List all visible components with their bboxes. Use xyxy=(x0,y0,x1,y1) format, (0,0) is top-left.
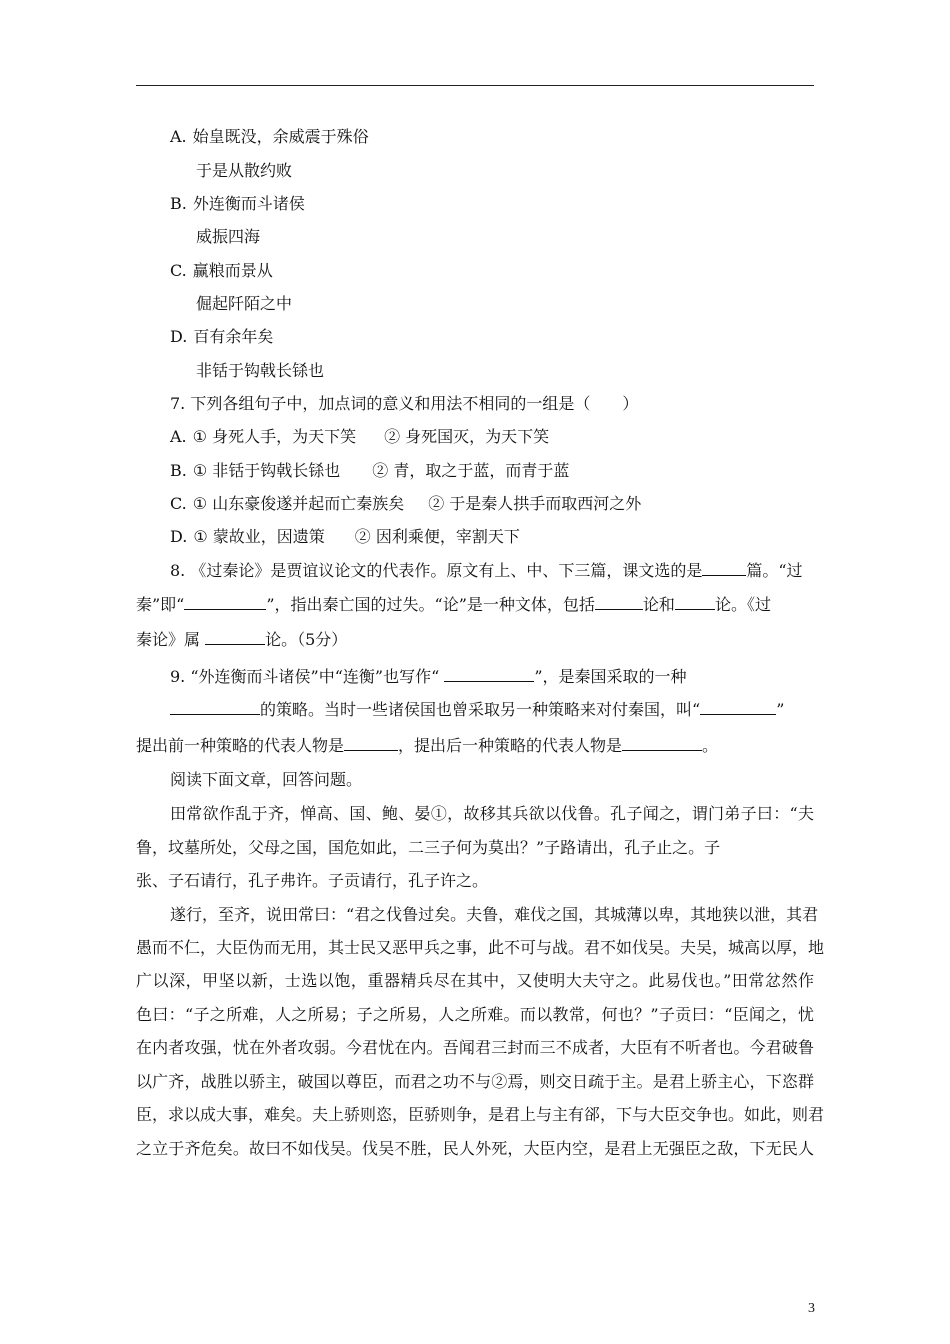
passage-line-8: 在内者攻强，忧在外者攻弱。今君忧在内。吾闻君三封而三不成者，大臣有不听者也。今君破鲁 xyxy=(136,1038,814,1057)
q8-line1 xyxy=(170,561,803,581)
q7-option-b xyxy=(170,461,569,481)
q8-blank-type2 xyxy=(675,595,715,610)
q6-option-b-line1: 外连衡而斗诸侯 xyxy=(192,194,305,213)
reading-prompt: 阅读下面文章，回答问题。 xyxy=(170,770,363,789)
q9-line3 xyxy=(136,736,718,756)
q6-option-d-label: D. xyxy=(170,327,188,346)
passage-line-4: 遂行，至齐，说田常曰：“君之伐鲁过矣。夫鲁，难伐之国，其城薄以卑，其地狭以泄，其君 xyxy=(170,905,819,924)
q8-blank-chapter xyxy=(702,561,746,576)
q7-option-b-label: B. xyxy=(170,461,187,480)
q9-text-1: 9. “外连衡而斗诸侯”中“连衡”也写作“ xyxy=(170,667,445,686)
q7-option-b-second: ② 青，取之于蓝，而青于蓝 xyxy=(372,461,570,480)
q6-option-c-label: C. xyxy=(170,261,187,280)
q6-option-a-label: A. xyxy=(170,127,187,146)
q7-stem: 7. 下列各组句子中，加点词的意义和用法不相同的一组是（ ） xyxy=(170,394,639,413)
q7-option-d-label: D. xyxy=(170,527,188,546)
q6-option-a-line1: 始皇既没，余威震于殊俗 xyxy=(192,127,369,146)
q6-option-d-line2: 非铦于钩戟长铩也 xyxy=(196,361,325,380)
q9-blank-person2 xyxy=(622,736,702,751)
q9-line2 xyxy=(170,700,784,720)
page-number: 3 xyxy=(808,1301,815,1316)
q8-line3 xyxy=(136,630,347,650)
passage-line-3: 张、子石请行，孔子弗许。子贡请行，孔子许之。 xyxy=(136,871,489,890)
q6-option-d xyxy=(170,327,273,347)
q6-option-b xyxy=(170,194,305,214)
q7-option-c-second: ② 于是秦人拱手而取西河之外 xyxy=(428,494,642,513)
q7-option-d-second: ② 因利乘便，宰割天下 xyxy=(354,527,520,546)
q8-blank-category xyxy=(205,630,265,645)
passage-line-11: 之立于齐危矣。故曰不如伐吴。伐吴不胜，民人外死，大臣内空，是君上无强臣之敌，下无民人 xyxy=(136,1139,814,1158)
passage-line-5: 愚而不仁，大臣伪而无用，其士民又恶甲兵之事，此不可与战。君不如伐吴。夫吴，城高以厚，地 xyxy=(136,938,825,957)
q7-option-c-first: ① 山东豪俊遂并起而亡秦族矣 xyxy=(192,494,405,513)
q7-option-c xyxy=(170,494,641,514)
q6-option-c-line2: 倔起阡陌之中 xyxy=(196,294,293,313)
q9-text-7: 。 xyxy=(702,736,719,755)
q7-option-a-label: A. xyxy=(170,427,187,446)
q6-option-c-line1: 赢粮而景从 xyxy=(192,261,273,280)
q8-line2 xyxy=(136,595,771,615)
passage-line-2: 鲁，坟墓所处，父母之国，国危如此，二三子何为莫出？”子路请出，孔子止之。子 xyxy=(136,838,721,857)
q9-blank-strategy xyxy=(170,700,260,715)
q9-text-3: 的策略。当时一些诸侯国也曾采取另一种策略来对付秦国，叫“ xyxy=(260,700,701,719)
q9-blank-alt-name xyxy=(444,667,534,682)
q8-text-7: 秦论》属 xyxy=(136,630,206,649)
q6-option-a xyxy=(170,127,369,147)
q8-text-5: 论和 xyxy=(642,595,675,614)
q9-line1 xyxy=(170,667,687,687)
passage-line-1: 田常欲作乱于齐，惮高、国、鲍、晏①，故移其兵欲以伐鲁。孔子闻之，谓门弟子曰：“夫 xyxy=(170,804,814,823)
q9-blank-person1 xyxy=(344,736,398,751)
q9-text-5: 提出前一种策略的代表人物是 xyxy=(136,736,345,755)
q8-text-4: ”，指出秦亡国的过失。“论”是一种文体，包括 xyxy=(266,595,595,614)
q8-text-3: 秦”即“ xyxy=(136,595,185,614)
q6-option-a-line2: 于是从散约败 xyxy=(196,161,293,180)
q9-blank-other-strategy xyxy=(700,700,776,715)
q8-text-2: 篇。“过 xyxy=(746,561,803,580)
passage-line-10: 臣，求以成大事，难矣。夫上骄则恣，臣骄则争，是君上与主有郤，下与大臣交争也。如此，则君 xyxy=(136,1105,825,1124)
q7-option-c-label: C. xyxy=(170,494,187,513)
q7-option-d-first: ① 蒙故业，因遗策 xyxy=(193,527,325,546)
q6-option-c xyxy=(170,261,273,281)
q7-option-a-second: ② 身死国灭，为天下笑 xyxy=(384,427,550,446)
q8-blank-type1 xyxy=(595,595,643,610)
passage-line-9: 以广齐，战胜以骄主，破国以尊臣，而君之功不与②焉，则交日疏于主。是君上骄主心，下恣群 xyxy=(136,1072,814,1091)
q8-blank-meaning xyxy=(184,595,266,610)
q6-option-b-label: B. xyxy=(170,194,187,213)
header-rule xyxy=(136,85,814,86)
q8-text-1: 8. 《过秦论》是贾谊议论文的代表作。原文有上、中、下三篇，课文选的是 xyxy=(170,561,703,580)
q7-option-a-first: ① 身死人手，为天下笑 xyxy=(192,427,357,446)
q6-option-b-line2: 威振四海 xyxy=(196,227,261,246)
passage-line-7: 色曰：“子之所难，人之所易；子之所易，人之所难。而以教常，何也？”子贡曰：“臣闻之，忧 xyxy=(136,1005,814,1024)
q8-text-6: 论。《过 xyxy=(714,595,771,614)
q9-text-2: ”，是秦国采取的一种 xyxy=(534,667,687,686)
passage-line-6: 广以深，甲坚以新，士选以饱，重器精兵尽在其中，又使明大夫守之。此易伐也。”田常忿然作 xyxy=(136,971,814,990)
q9-text-4: ” xyxy=(776,700,785,719)
q9-text-6: ，提出后一种策略的代表人物是 xyxy=(398,736,623,755)
q7-option-b-first: ① 非铦于钩戟长铩也 xyxy=(192,461,341,480)
q8-text-8: 论。（5分） xyxy=(265,630,348,649)
q6-option-d-line1: 百有余年矣 xyxy=(193,327,274,346)
q7-option-a xyxy=(170,427,549,447)
q7-option-d xyxy=(170,527,520,547)
